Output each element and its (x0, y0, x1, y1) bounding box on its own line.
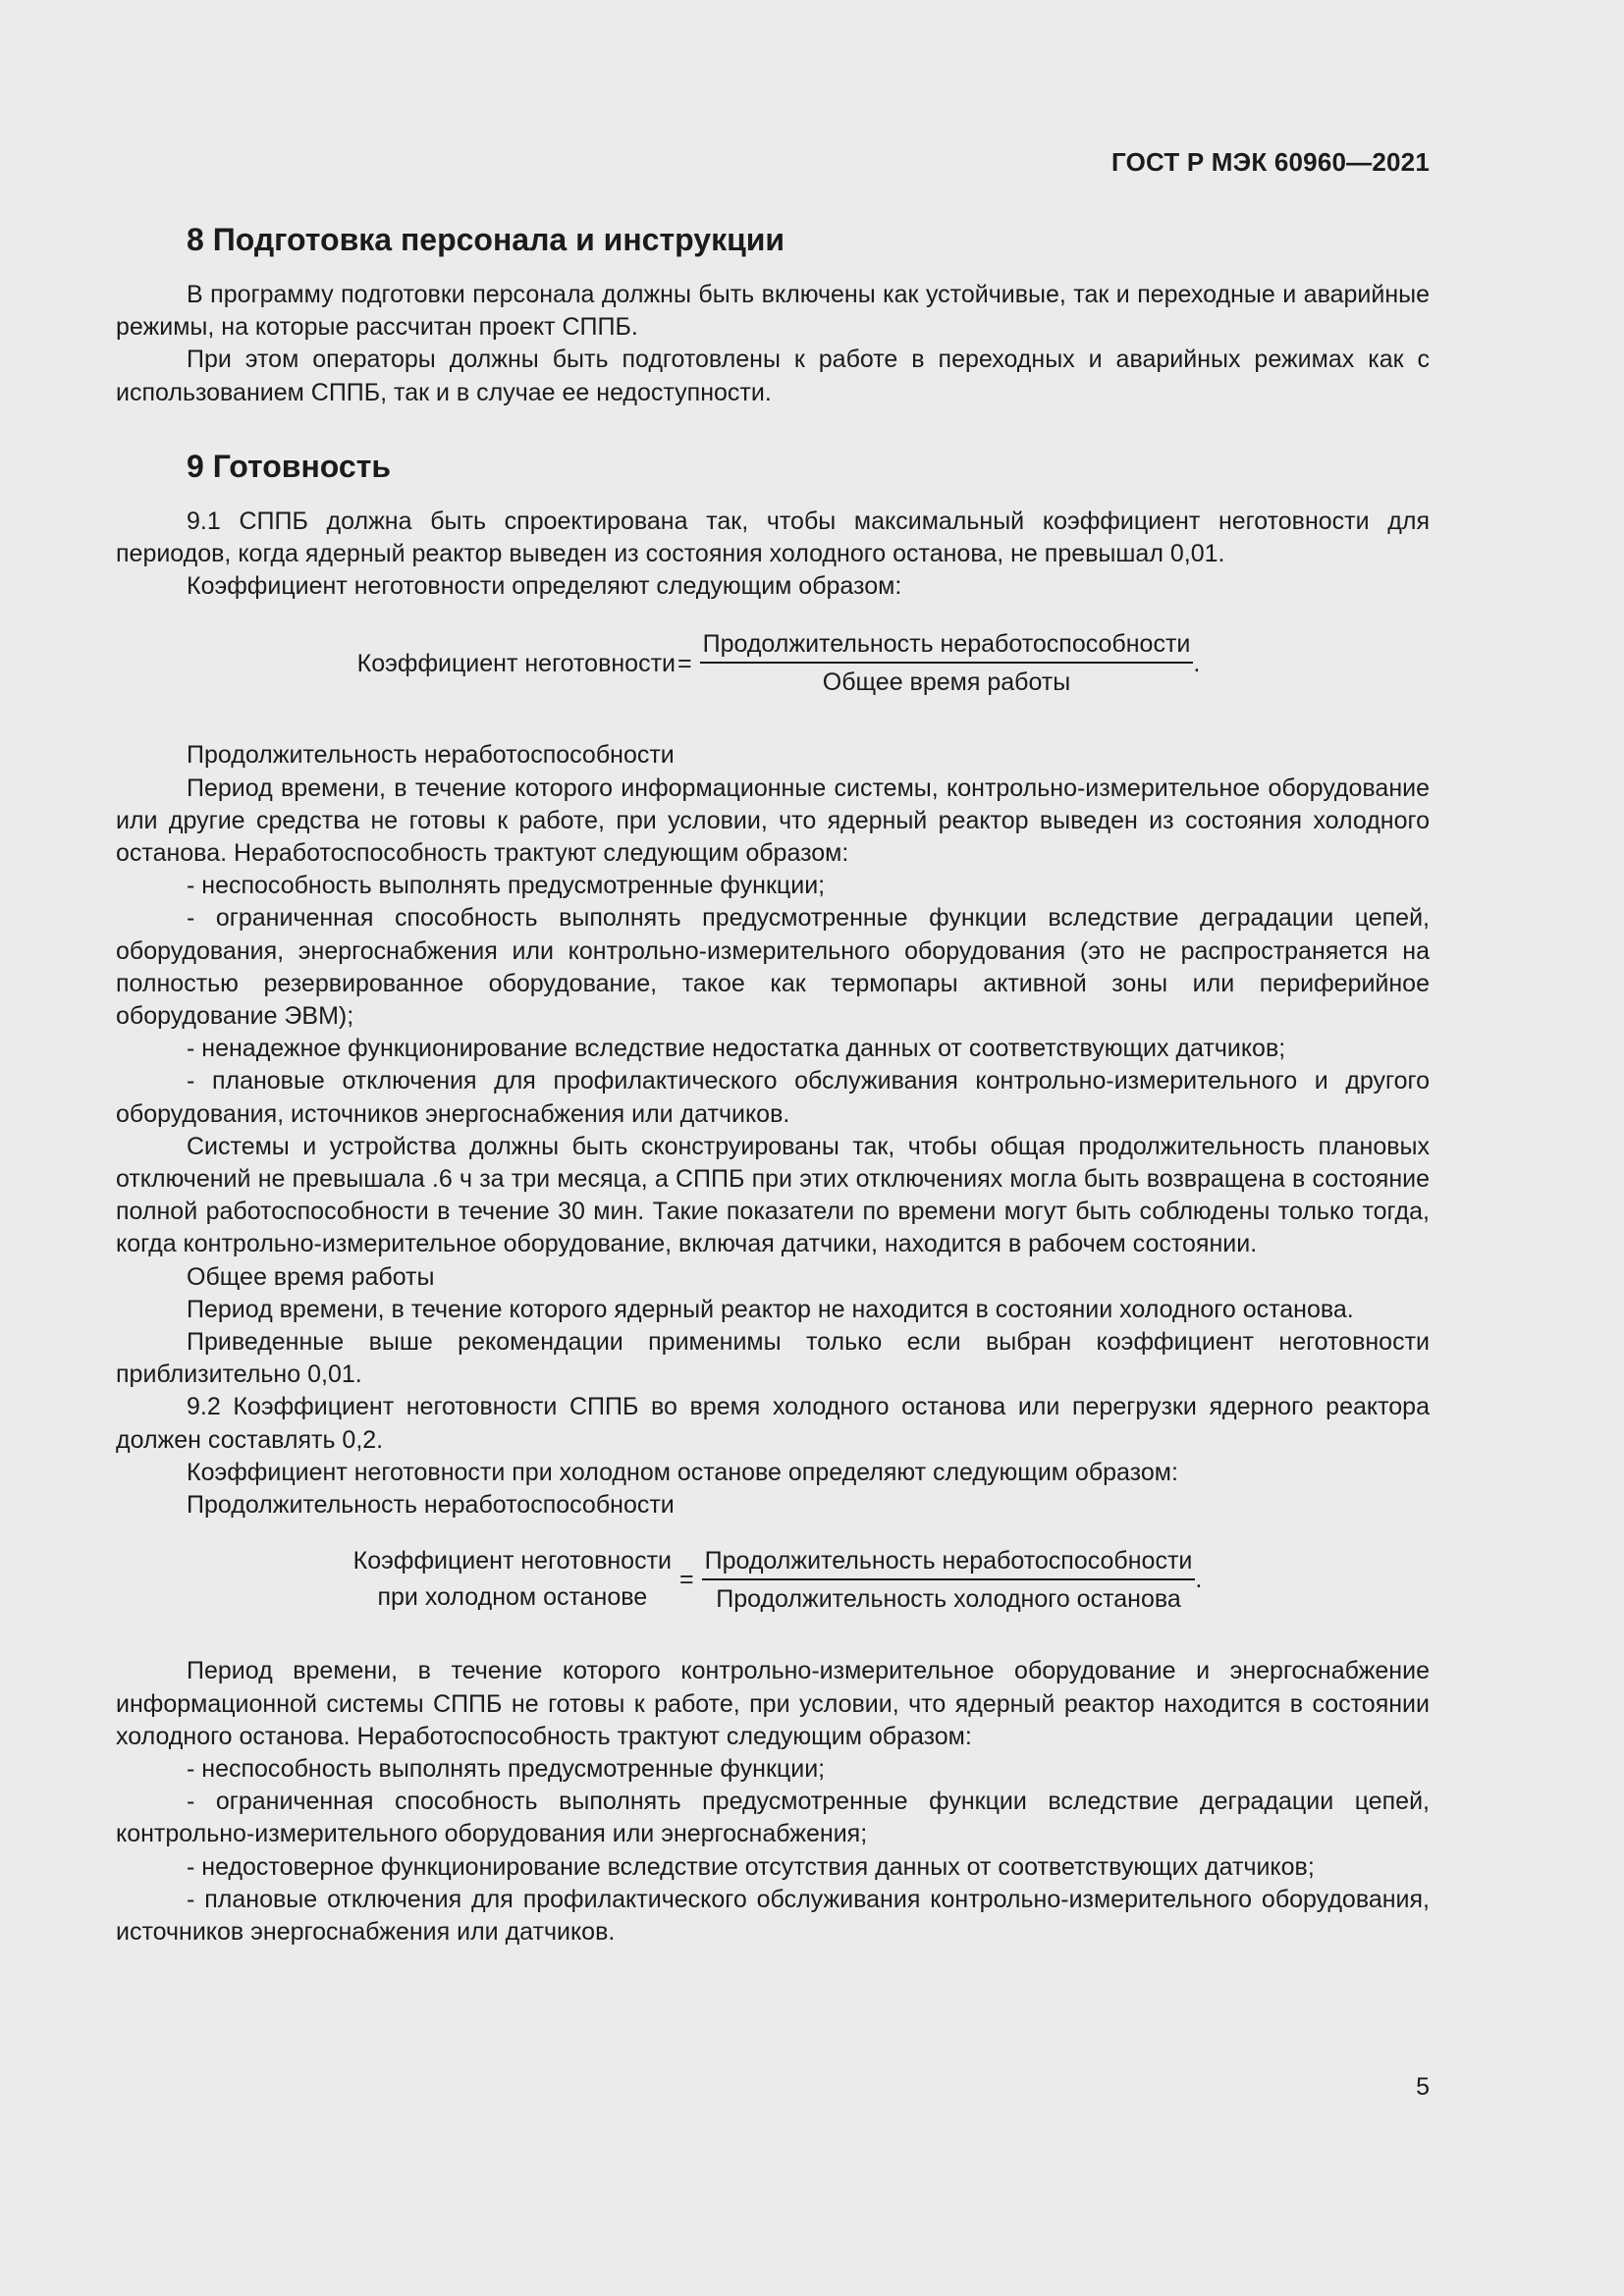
list-1-item: - ограниченная способность выполнять предусмотренные функции вследствие деградации цепей, оборудования, энергоснабжения или контрольно-измерительного оборудования (это не распространяется на полностью резервированное оборудование, такое как термопары активной зоны или периферийное оборудование ЭВМ); (116, 904, 1430, 1031)
clause-9-1-paragraph: 9.1 СППБ должна быть спроектирована так, чтобы максимальный коэффициент неготовности для периодов, когда ядерный реактор выведен из состояния холодного останова, не превышал 0,01. (116, 507, 1430, 568)
clause-9-2-paragraph: 9.2 Коэффициент неготовности СППБ во время холодного останова или перегрузки ядерного реактора должен составлять 0,2. (116, 1393, 1430, 1454)
formula-2-lhs-line-1: Коэффициент неготовности (352, 1547, 672, 1575)
formula-1-equals: = (677, 649, 692, 677)
formula-2-period: . (1195, 1566, 1203, 1594)
formula-1-lhs: Коэффициент неготовности (356, 649, 676, 677)
formula-2-intro-paragraph: Коэффициент неготовности при холодном останове определяют следующим образом: (187, 1458, 1178, 1486)
planned-outages-paragraph: Системы и устройства должны быть сконструированы так, чтобы общая продолжительность плановых отключений не превышала .6 ч за три месяца, а СППБ при этих отключениях могла быть возвращена в состояние полной работоспособности в течение 30 мин. Такие показатели по времени могут быть соблюдены только тогда, когда контрольно-измерительное оборудование, включая датчики, находится в рабочем состоянии. (116, 1132, 1430, 1258)
formula-2-numerator: Продолжительность неработоспособности (702, 1545, 1196, 1580)
definition-1-text: Период времени, в течение которого информационные системы, контрольно-измерительное оборудование или другие средства не готовы к работе, при условии, что ядерный реактор выведен из состояния холодного останова. Неработоспособность трактуют следующим образом: (116, 774, 1430, 868)
section-8-paragraph-1: В программу подготовки персонала должны быть включены как устойчивые, так и переходные и аварийные режимы, на которые рассчитан проект СППБ. (116, 281, 1430, 342)
formula-1-period: . (1193, 649, 1201, 677)
definition-3-text: Период времени, в течение которого контрольно-измерительное оборудование и энергоснабжение информационной системы СППБ не готовы к работе, при условии, что ядерный реактор находится в состоянии холодного останова. Неработоспособность трактуют следующим образом: (116, 1657, 1430, 1750)
formula-2-equals: = (679, 1566, 694, 1594)
section-9-title: 9 Готовность (187, 448, 392, 484)
formula-1-fraction (700, 628, 1194, 698)
formula-1-numerator: Продолжительность неработоспособности (700, 628, 1194, 664)
definition-1-term: Продолжительность неработоспособности (187, 741, 675, 770)
list-1-item: - ненадежное функционирование вследствие недостатка данных от соответствующих датчиков; (187, 1035, 1286, 1063)
cold-shutdown-unavailability-formula (126, 1543, 1430, 1616)
section-8-paragraph-2: При этом операторы должны быть подготовлены к работе в переходных и аварийных режимах как с использованием СППБ, так и в случае ее недоступности. (116, 346, 1430, 406)
list-1-item: - неспособность выполнять предусмотренные функции; (187, 872, 826, 900)
definition-2-term: Общее время работы (187, 1262, 435, 1291)
definition-3-term: Продолжительность неработоспособности (187, 1491, 675, 1520)
section-8-title: 8 Подготовка персонала и инструкции (187, 222, 785, 257)
recommendations-paragraph: Приведенные выше рекомендации применимы только если выбран коэффициент неготовности приблизительно 0,01. (116, 1328, 1430, 1389)
formula-2-lhs (353, 1543, 672, 1616)
page-number: 5 (1416, 2073, 1430, 2101)
formula-1-denominator: Общее время работы (822, 668, 1071, 697)
formula-intro-paragraph: Коэффициент неготовности определяют следующим образом: (187, 572, 902, 601)
page-content (116, 220, 1430, 1949)
definition-2-text: Период времени, в течение которого ядерный реактор не находится в состоянии холодного останова. (187, 1295, 1354, 1323)
list-2-item: - неспособность выполнять предусмотренные функции; (187, 1754, 826, 1783)
formula-2-fraction (702, 1545, 1196, 1615)
formula-2-denominator: Продолжительность холодного останова (716, 1584, 1181, 1613)
formula-2-lhs-line-2: при холодном останове (377, 1583, 648, 1612)
unavailability-formula (128, 628, 1430, 698)
document-code-header: ГОСТ Р МЭК 60960—2021 (1110, 147, 1430, 177)
list-2-item: - плановые отключения для профилактического обслуживания контрольно-измерительного оборудования, источников энергоснабжения или датчиков. (116, 1885, 1430, 1946)
list-2-item: - недостоверное функционирование вследствие отсутствия данных от соответствующих датчиков; (187, 1852, 1315, 1881)
list-1-item: - плановые отключения для профилактического обслуживания контрольно-измерительного и другого оборудования, источников энергоснабжения или датчиков. (116, 1067, 1430, 1128)
list-2-item: - ограниченная способность выполнять предусмотренные функции вследствие деградации цепей, контрольно-измерительного оборудования или энергоснабжения; (116, 1788, 1430, 1848)
